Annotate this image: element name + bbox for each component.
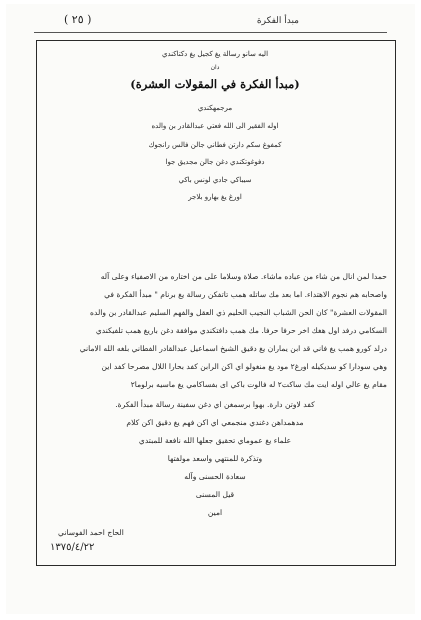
intro-line-7: دفوغوتكندي دغن جالن مجديق جوا [165,158,265,166]
body-line-2: واصحابه هم نجوم الاهتداء. اما بعد مك ساتله همب تاتفكن رسالة يغ برنام " مبدأ الفكرة في [104,290,387,299]
body-line-14: امين [207,508,223,517]
body-line-3: المقولات العشرة" كان الحن الشباب النجيب الحليم ذي العقل والفهم السليم عبدالقادر بن والده [89,308,387,317]
body-line-6: وهي سودارا كو سديكيله اورغ٢ مود يغ منغولو اي اكن الرابن كفد بحارا اللال مصرحا كفد اين [101,362,387,371]
body-line-5: درلد كورو همب يغ فاني قد ابن يماران يغ دقيق الشيخ اسماعيل عبدالقادر الفطاني بلغه الله الاماني [79,344,387,353]
intro-line-4: مرجمهكندي [197,104,233,112]
body-line-13: قيل المسنى [195,490,235,499]
body-line-8: كفد لاوتن دارة. بهوا برسمغن اي دغن سفينة رسالة مبدأ الفكرة. [115,400,315,409]
page-number: ( ٢٥ ) [64,13,92,26]
body-line-11: وتذكرة للمنتهي واسعد مولفتها [167,454,263,463]
intro-line-6: كمفوغ سكم دارتن فطاني جالن فالس رانجوك [148,141,282,149]
signature: الحاج احمد الفوساني [58,528,124,537]
body-line-10: علماء يغ عموماي تحقيق جعلها الله نافعة للمبتدي [138,436,292,445]
book-title: (مبدأ الفكرة في المقولات العشرة) [130,77,300,91]
body-line-7: مقام يغ عالي اوله ايت مك ساكت٢ له فالوت باكي اى بفساكامي يغ ماسيه برلوما٢ [130,380,387,389]
page-frame [36,40,396,566]
author-line: اوله الفقير الى الله فعتي عبدالقادر بن والده [151,122,279,130]
intro-line-9: اورغ يغ بهارو بلاجر [188,193,242,201]
running-title: مبدأ الفكرة [256,16,299,26]
intro-line-8: سيباكي جادي لونس باكي [178,176,252,184]
document-page [6,4,415,614]
intro-line-1: اليه سانو رسالة يغ كجيل يغ دكتاكندي [161,50,269,58]
header-rule [34,32,387,33]
body-line-12: سعادة الحسنى وآله [184,472,246,481]
date: ١٣٧٥/٤/٢٢ [50,542,95,553]
intro-line-2: دان [210,64,220,71]
body-line-4: السكامي درفد اول هغك اخر حرفا حرفا. مك همب دافتكندي موافقة دغن باريغ همب تلفيكندي [95,326,387,335]
page-header [6,9,415,31]
body-line-1: حمدا لمن انال من شاء من عباده ماشاء. صلاة وسلاما على من اختاره من الاصفياء وعلى آله [100,272,387,281]
body-line-9: مدهمداهن دغندي منجمعي اي اكن فهم يغ دقيق اكن كلام [126,418,304,427]
